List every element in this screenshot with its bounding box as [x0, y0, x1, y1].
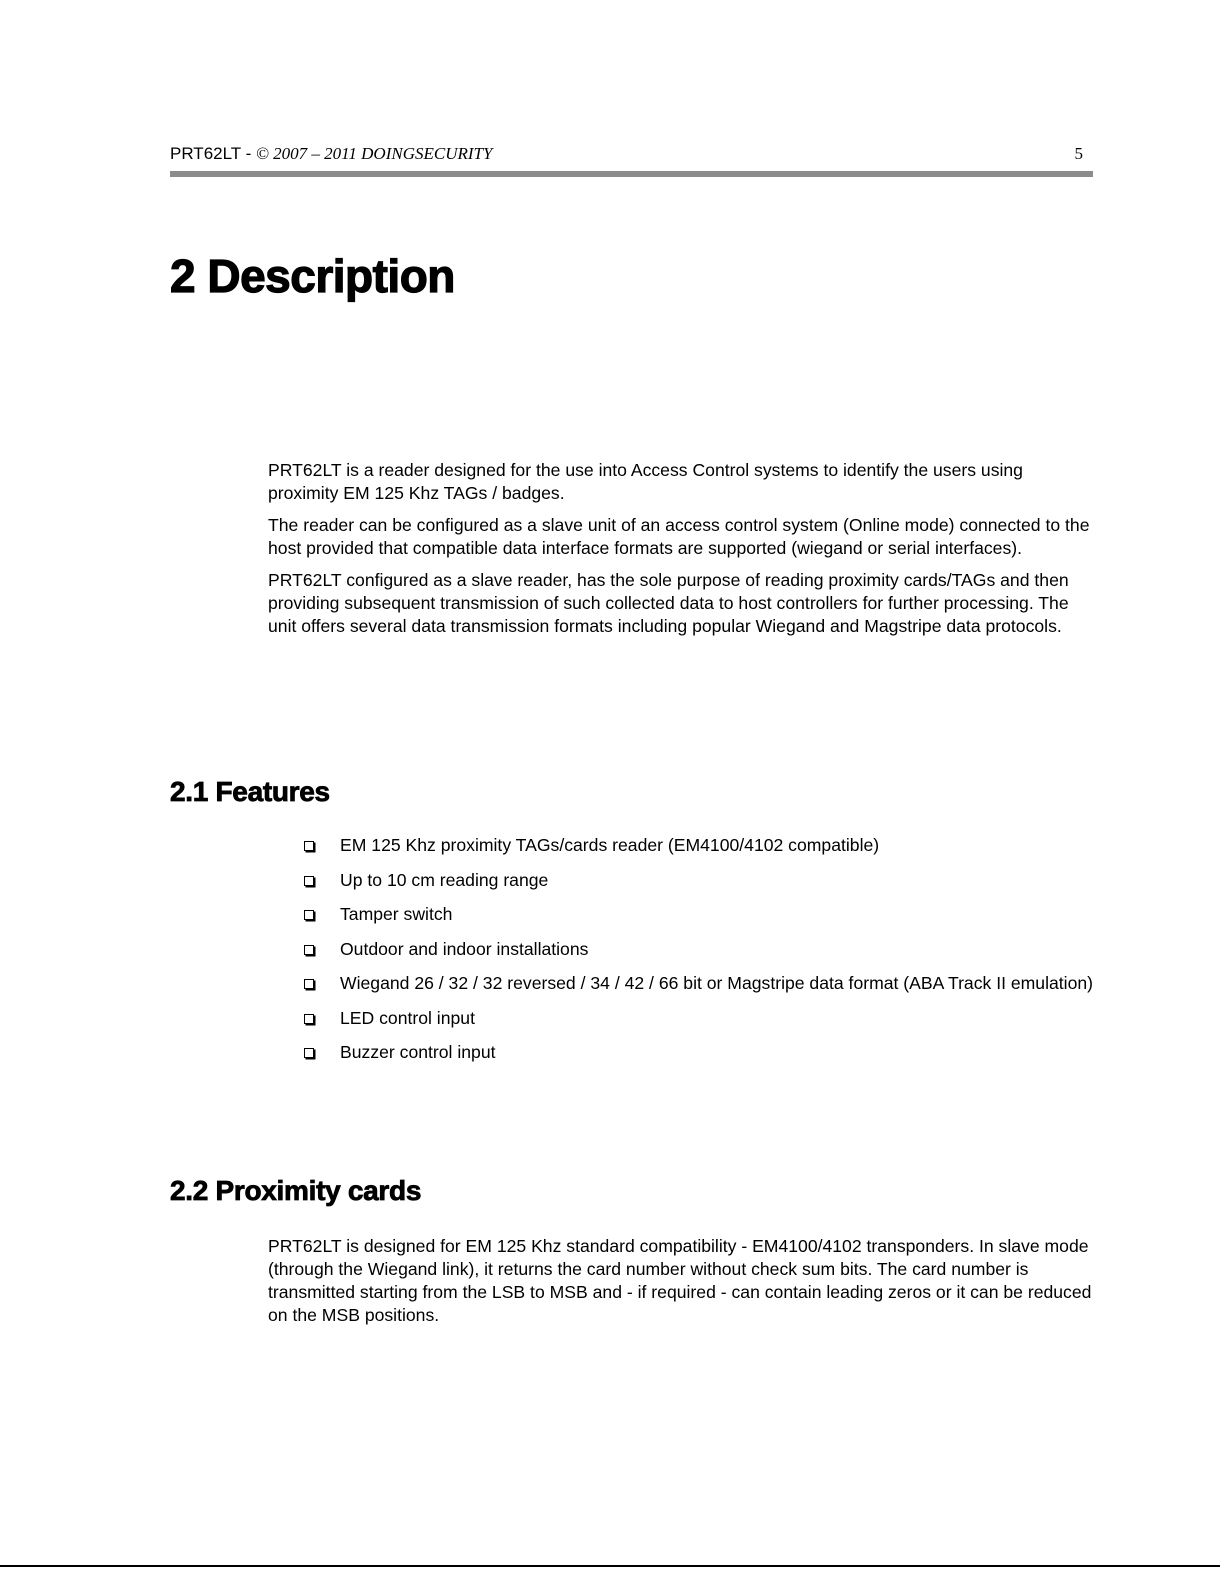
- header-copyright: © 2007 – 2011 DOINGSECURITY: [255, 144, 493, 163]
- list-item: [300, 972, 1095, 995]
- proximity-cards-body: [268, 1235, 1093, 1336]
- section-title-description: 2 Description: [170, 250, 455, 302]
- checkbox-bullet-icon: [304, 979, 314, 989]
- list-item: [300, 938, 1095, 961]
- list-item: [300, 903, 1095, 926]
- checkbox-bullet-icon: [304, 876, 314, 886]
- feature-text: EM 125 Khz proximity TAGs/cards reader (EM4100/4102 compatible): [340, 835, 880, 855]
- description-body: [268, 459, 1093, 647]
- features-list: [300, 834, 1095, 1076]
- section-title-features: 2.1 Features: [170, 776, 330, 807]
- feature-text: Up to 10 cm reading range: [340, 869, 549, 890]
- feature-text: LED control input: [340, 1007, 475, 1028]
- feature-text: Wiegand 26 / 32 / 32 reversed / 34 / 42 / 66 bit or Magstripe data format (ABA Track II emulation): [340, 973, 1093, 993]
- section-title-proximity-cards: 2.2 Proximity cards: [170, 1175, 422, 1206]
- feature-text: Buzzer control input: [340, 1042, 496, 1062]
- header-left: [170, 143, 492, 165]
- proximity-cards-paragraph: PRT62LT is designed for EM 125 Khz standard compatibility - EM4100/4102 transponders. In slave mode (through the Wiegand link), it returns the card number without check sum bits. The card number is transmitted starting from the LSB to MSB and - if required - can contain leading zeros or it can be reduced on the MSB positions.: [268, 1236, 1092, 1325]
- checkbox-bullet-icon: [304, 910, 314, 920]
- page-number: 5: [1074, 144, 1083, 163]
- list-item: [300, 1007, 1095, 1030]
- list-item: [300, 869, 1095, 892]
- checkbox-bullet-icon: [304, 945, 314, 955]
- description-paragraph: The reader can be configured as a slave unit of an access control system (Online mode) connected to the host provided that compatible data interface formats are supported (wiegand or serial interfaces).: [268, 515, 1090, 558]
- page-header: [170, 143, 1093, 165]
- header-product: PRT62LT -: [170, 144, 256, 163]
- list-item: [300, 1041, 1095, 1064]
- header-rule: [170, 171, 1093, 177]
- feature-text: Tamper switch: [340, 904, 453, 924]
- checkbox-bullet-icon: [304, 841, 314, 851]
- description-paragraph: PRT62LT is a reader designed for the use into Access Control systems to identify the users using proximity EM 125 Khz TAGs / badges.: [268, 460, 1023, 503]
- checkbox-bullet-icon: [304, 1014, 314, 1024]
- checkbox-bullet-icon: [304, 1048, 314, 1058]
- feature-text: Outdoor and indoor installations: [340, 938, 589, 959]
- footer-rule: [0, 1565, 1220, 1567]
- description-paragraph: PRT62LT configured as a slave reader, has the sole purpose of reading proximity cards/TAGs and then providing subsequent transmission of such collected data to host controllers for further processing. The unit offers several data transmission formats including popular Wiegand and Magstripe data protocols.: [268, 570, 1069, 636]
- list-item: [300, 834, 1095, 857]
